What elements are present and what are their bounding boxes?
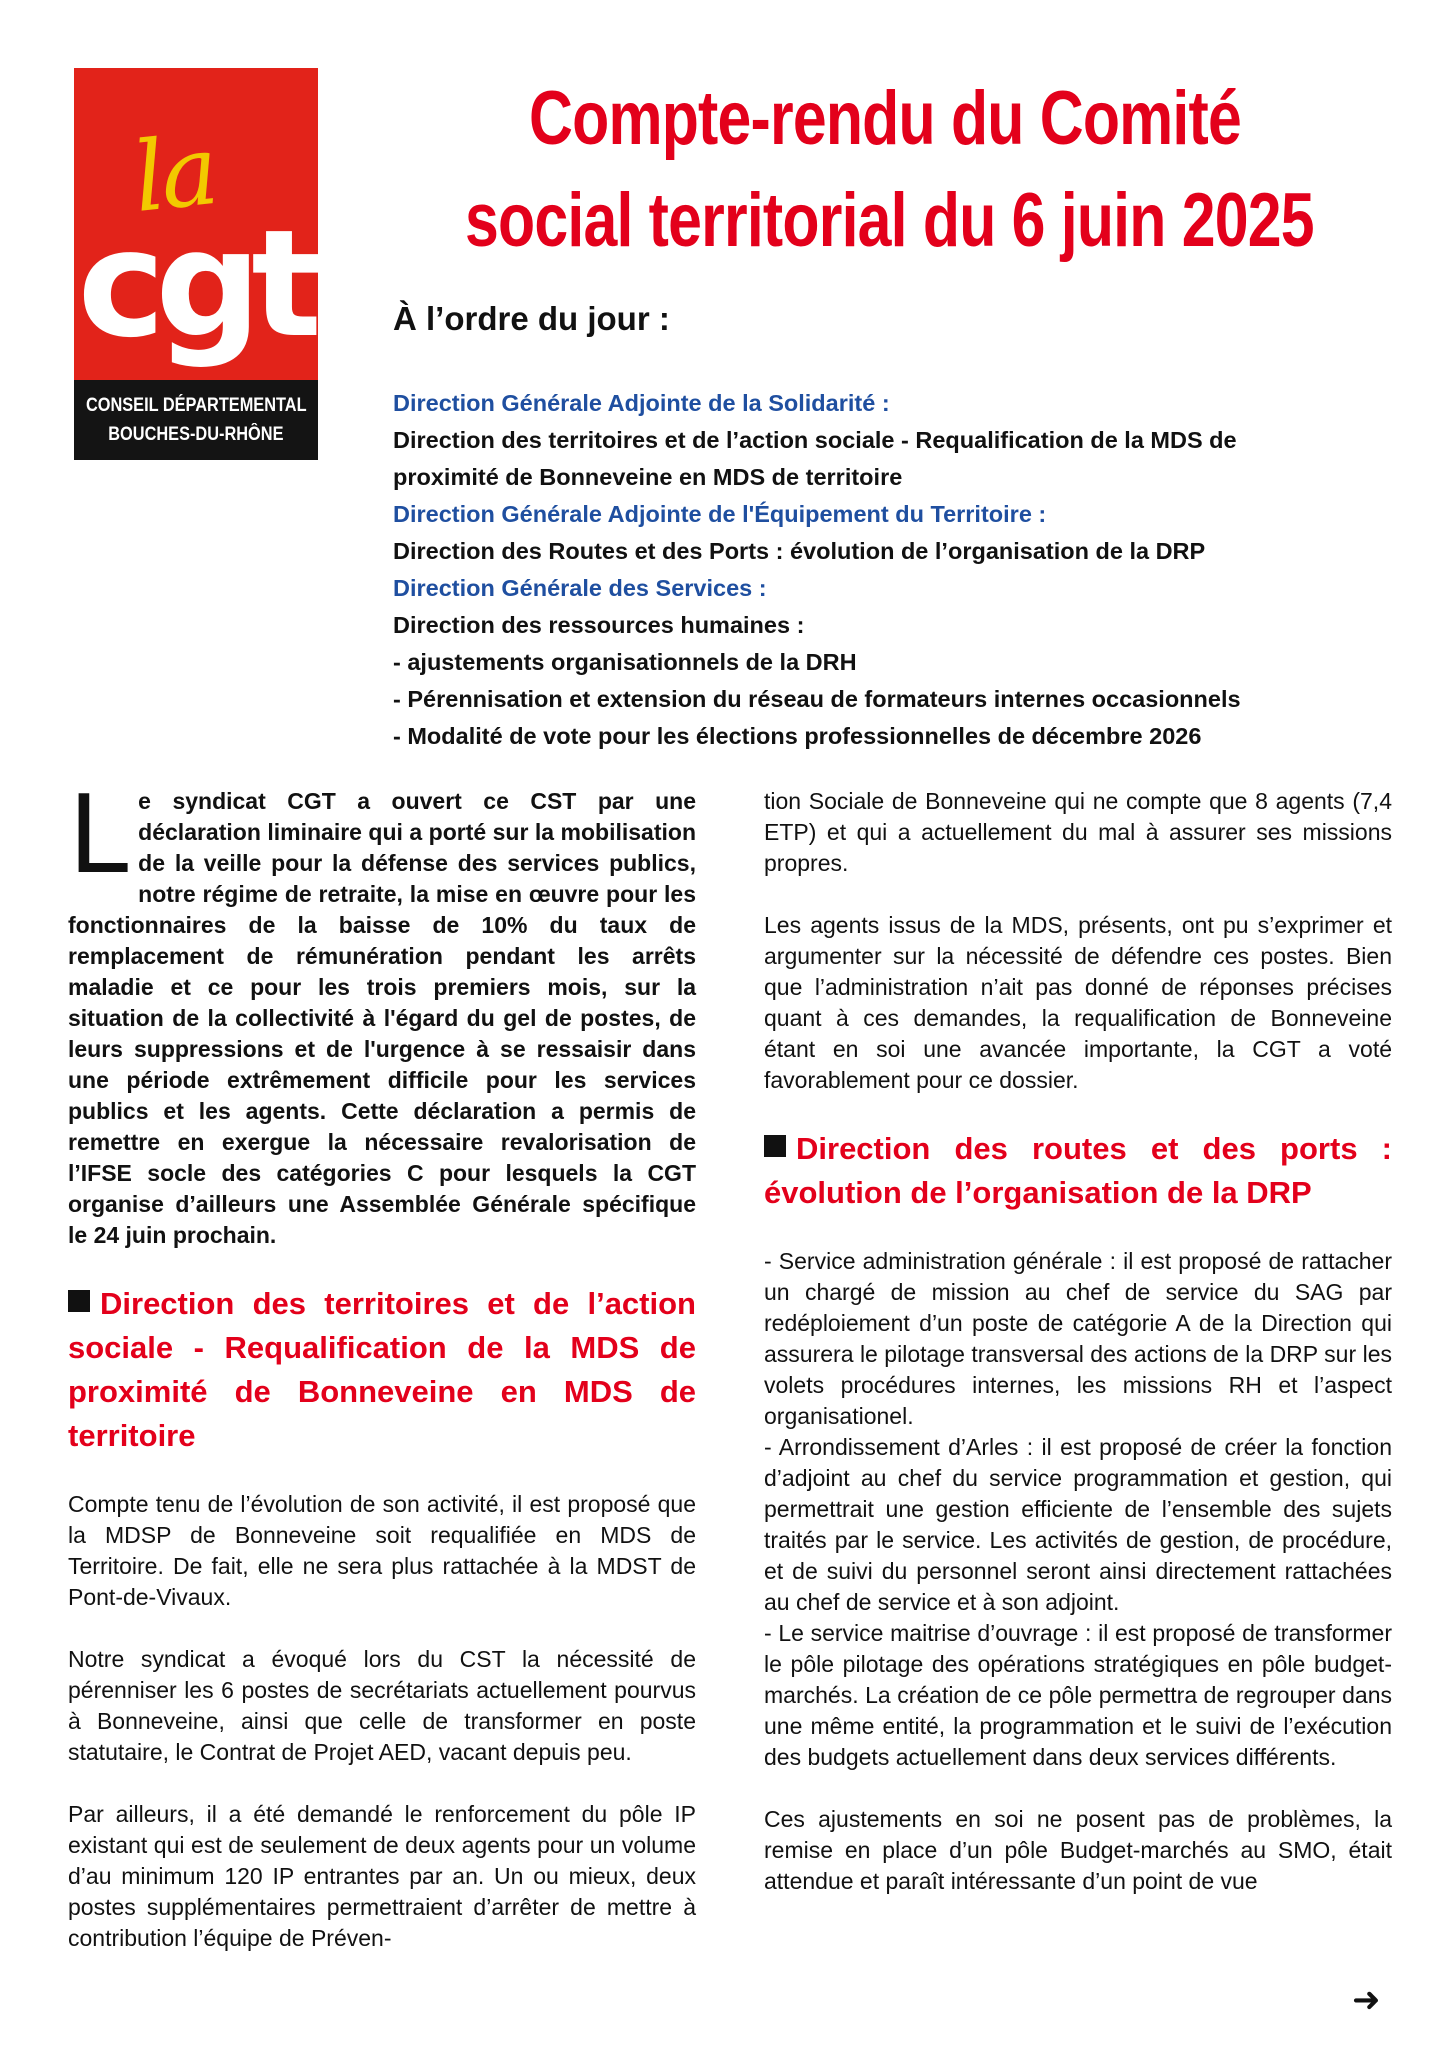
section-heading-text: Direction des territoires et de l’action sociale - Requalification de la MDS de proximité de Bonneveine en MDS de territoire (68, 1286, 696, 1453)
paragraph: tion Sociale de Bonneveine qui ne compte que 8 agents (7,4 ETP) et qui a actuellement du mal à assurer ses missions propres. (764, 788, 1392, 876)
logo-red-block (74, 68, 318, 380)
agenda-item: - Pérennisation et extension du réseau de formateurs internes occasionnels (393, 686, 1241, 712)
agenda-item: - ajustements organisationnels de la DRH (393, 649, 857, 675)
square-bullet-icon (68, 1290, 90, 1312)
next-page-arrow-icon: ➜ (1352, 1981, 1381, 2019)
paragraph: Ces ajustements en soi ne posent pas de problèmes, la remise en place d’un pôle Budget-marchés au SMO, était attendue et paraît intéressante d’un point de vue (764, 1806, 1392, 1894)
logo-caption-line2: BOUCHES-DU-RHÔNE (108, 424, 284, 445)
logo-main-text: cgt (77, 198, 312, 370)
agenda-item: Direction Générale Adjointe de la Solidarité : (393, 390, 890, 416)
section-heading-mds (68, 1282, 696, 1458)
title-line-2: social territorial du 6 juin 2025 (465, 178, 1314, 263)
bullet-paragraph: - Arrondissement d’Arles : il est proposé de créer la fonction d’adjoint au chef du service programmation et gestion, qui permettrait une gestion efficiente de l’ensemble des sujets traités par le service. Les activités de gestion, de procédure, et de suivi du personnel seront ainsi directement rattachées au chef de service et à son adjoint. (764, 1434, 1392, 1615)
page-title (360, 68, 1410, 272)
agenda-list (393, 385, 1413, 755)
title-line-1: Compte-rendu du Comité (529, 76, 1241, 161)
agenda-item: - Modalité de vote pour les élections professionnelles de décembre 2026 (393, 723, 1202, 749)
logo-script-text: la (128, 114, 220, 234)
right-column (764, 786, 1392, 1897)
agenda-item: Direction des ressources humaines : (393, 612, 805, 638)
square-bullet-icon (764, 1135, 786, 1157)
section-heading-text: Direction des routes et des ports : évolution de l’organisation de la DRP (764, 1131, 1392, 1210)
intro-paragraph (68, 773, 696, 1251)
paragraph: Les agents issus de la MDS, présents, ont pu s’exprimer et argumenter sur la nécessité de défendre ces postes. Bien que l’administration n’ait pas donné de réponses précises quant à ces demandes, la requalification de Bonneveine étant en soi une avancée importante, la CGT a voté favorablement pour ce dossier. (764, 912, 1392, 1093)
logo-caption (74, 380, 318, 460)
left-column (68, 773, 696, 1954)
logo-caption-line1: CONSEIL DÉPARTEMENTAL (85, 394, 307, 416)
intro-text: e syndicat CGT a ouvert ce CST par une déclaration liminaire qui a porté sur la mobilisation de la veille pour la défense des services publics, notre régime de retraite, la mise en œuvre pour les fonctionnaires de la baisse de 10% du taux de remplacement de rémunération pendant les arrêts maladie et ce pour les trois premiers mois, sur la situation de la collectivité à l'égard du gel de postes, de leurs suppressions et de l'urgence à se ressaisir dans une période extrêmement difficile pour les services publics et les agents. Cette déclaration a permis de remettre en exergue la nécessaire revalorisation de l’IFSE socle des catégories C pour lesquels la CGT organise d’ailleurs une Assemblée Générale spécifique le 24 juin prochain. (68, 788, 696, 1248)
bullet-paragraph: - Le service maitrise d’ouvrage : il est proposé de transformer le pôle pilotage des opérations stratégiques en pôle budget-marchés. La création de ce pôle permettra de regrouper dans une même entité, la programmation et le suivi de l’exécution des budgets actuellement dans deux services différents. (764, 1620, 1392, 1770)
agenda-heading: À l’ordre du jour : (393, 300, 670, 337)
agenda-item: Direction Générale des Services : (393, 575, 767, 601)
agenda-item: Direction Générale Adjointe de l'Équipement du Territoire : (393, 501, 1047, 527)
agenda-item: Direction des Routes et des Ports : évolution de l’organisation de la DRP (393, 538, 1206, 564)
drop-cap: L (68, 773, 129, 898)
agenda-item: Direction des territoires et de l’action sociale - Requalification de la MDS de (393, 427, 1237, 453)
agenda-item: proximité de Bonneveine en MDS de territoire (393, 464, 903, 490)
section-heading-drp (764, 1127, 1392, 1215)
paragraph: Notre syndicat a évoqué lors du CST la nécessité de pérenniser les 6 postes de secrétariats actuellement pourvus à Bonneveine, ainsi que celle de transformer en poste statutaire, le Contrat de Projet AED, vacant depuis peu. (68, 1646, 696, 1765)
bullet-paragraph: - Service administration générale : il est proposé de rattacher un chargé de mission au chef de service du SAG par redéploiement d’un poste de catégorie A de la Direction qui assurera le pilotage transversal des actions de la DRP sur les volets procédures internes, les missions RH et l’aspect organisationel. (764, 1248, 1392, 1429)
cgt-logo (74, 68, 318, 460)
paragraph: Par ailleurs, il a été demandé le renforcement du pôle IP existant qui est de seulement de deux agents pour un volume d’au minimum 120 IP entrantes par an. Un ou mieux, deux postes supplémentaires permettraient d’arrêter de mettre à contribution l’équipe de Préven- (68, 1801, 696, 1951)
paragraph: Compte tenu de l’évolution de son activité, il est proposé que la MDSP de Bonneveine soit requalifiée en MDS de Territoire. De fait, elle ne sera plus rattachée à la MDST de Pont-de-Vivaux. (68, 1491, 696, 1610)
